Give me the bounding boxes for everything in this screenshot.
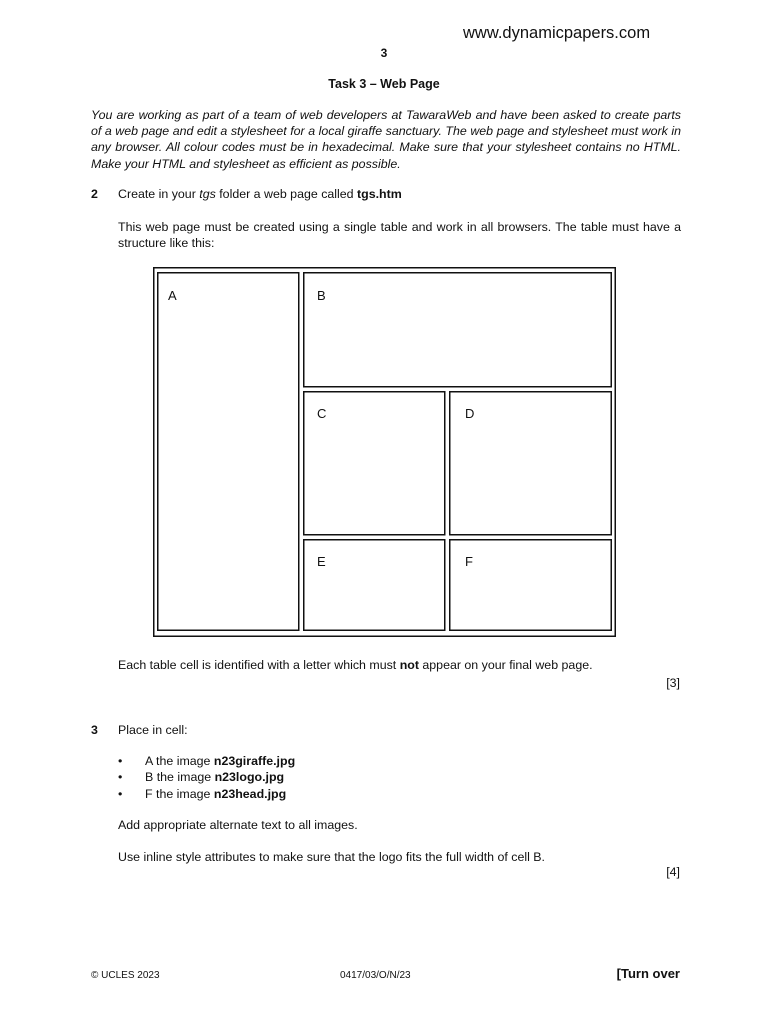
table-outer-border bbox=[154, 268, 616, 637]
question-2-paragraph: This web page must be created using a single table and work in all browsers. The table must have a structure like this: bbox=[118, 220, 681, 251]
question-2-number: 2 bbox=[91, 187, 98, 201]
cell-f-label: F bbox=[465, 554, 473, 569]
cell-c-label: C bbox=[317, 406, 327, 421]
item-filename: n23giraffe.jpg bbox=[213, 754, 296, 768]
footer-copyright: © UCLES 2023 bbox=[91, 970, 160, 981]
image-placement-list bbox=[118, 753, 295, 802]
task-title: Task 3 – Web Page bbox=[328, 77, 440, 91]
page-number: 3 bbox=[380, 46, 388, 60]
watermark-url: www.dynamicpapers.com bbox=[463, 24, 651, 42]
cell-f-box bbox=[450, 540, 612, 631]
alt-text-instruction: Add appropriate alternate text to all images. bbox=[118, 818, 358, 832]
cell-d-label: D bbox=[465, 406, 475, 421]
note-bold: not bbox=[399, 658, 419, 672]
note-prefix: Each table cell is identified with a letter which must bbox=[118, 658, 400, 672]
intro-paragraph: You are working as part of a team of web developers at TawaraWeb and have been asked to create parts of a web page and edit a stylesheet for a local giraffe sanctuary. The web page and stylesheet must work in any browser. All colour codes must be in hexadecimal. Make sure that your stylesheet contains no HTML. Make your HTML and stylesheet as efficient as possible. bbox=[91, 108, 681, 171]
cell-a-box bbox=[158, 273, 299, 631]
list-item bbox=[118, 786, 295, 802]
footer-turn-over: [Turn over bbox=[616, 966, 680, 981]
item-filename: n23head.jpg bbox=[213, 786, 287, 801]
cell-b-box bbox=[304, 273, 612, 387]
q2-line-mid: folder a web page called bbox=[215, 187, 358, 201]
item-filename: n23logo.jpg bbox=[214, 770, 285, 785]
question-3-intro: Place in cell: bbox=[118, 723, 188, 737]
item-prefix: F the image bbox=[145, 786, 214, 801]
q2-line-prefix: Create in your bbox=[118, 187, 200, 201]
bullet-icon: • bbox=[118, 770, 123, 785]
footer-paper-code: 0417/03/O/N/23 bbox=[340, 970, 411, 981]
table-structure-diagram bbox=[153, 267, 616, 637]
cell-letter-note bbox=[118, 658, 593, 672]
q2-filename: tgs.htm bbox=[357, 187, 402, 201]
item-prefix: B the image bbox=[145, 770, 215, 785]
inline-style-instruction: Use inline style attributes to make sure that the logo fits the full width of cell B. bbox=[118, 850, 545, 864]
bullet-icon: • bbox=[118, 754, 123, 768]
question-3-marks: [4] bbox=[666, 865, 680, 879]
cell-a-label: A bbox=[168, 288, 177, 303]
list-item bbox=[118, 769, 295, 785]
question-2-instruction bbox=[118, 187, 402, 201]
item-prefix: A the image bbox=[145, 754, 214, 768]
question-2-marks: [3] bbox=[666, 676, 680, 690]
bullet-icon: • bbox=[118, 786, 123, 801]
cell-b-label: B bbox=[317, 288, 326, 303]
note-suffix: appear on your final web page. bbox=[418, 658, 593, 672]
list-item bbox=[118, 753, 295, 769]
q2-folder-name: tgs bbox=[199, 187, 216, 201]
cell-e-label: E bbox=[317, 554, 326, 569]
question-3-number: 3 bbox=[91, 723, 98, 737]
